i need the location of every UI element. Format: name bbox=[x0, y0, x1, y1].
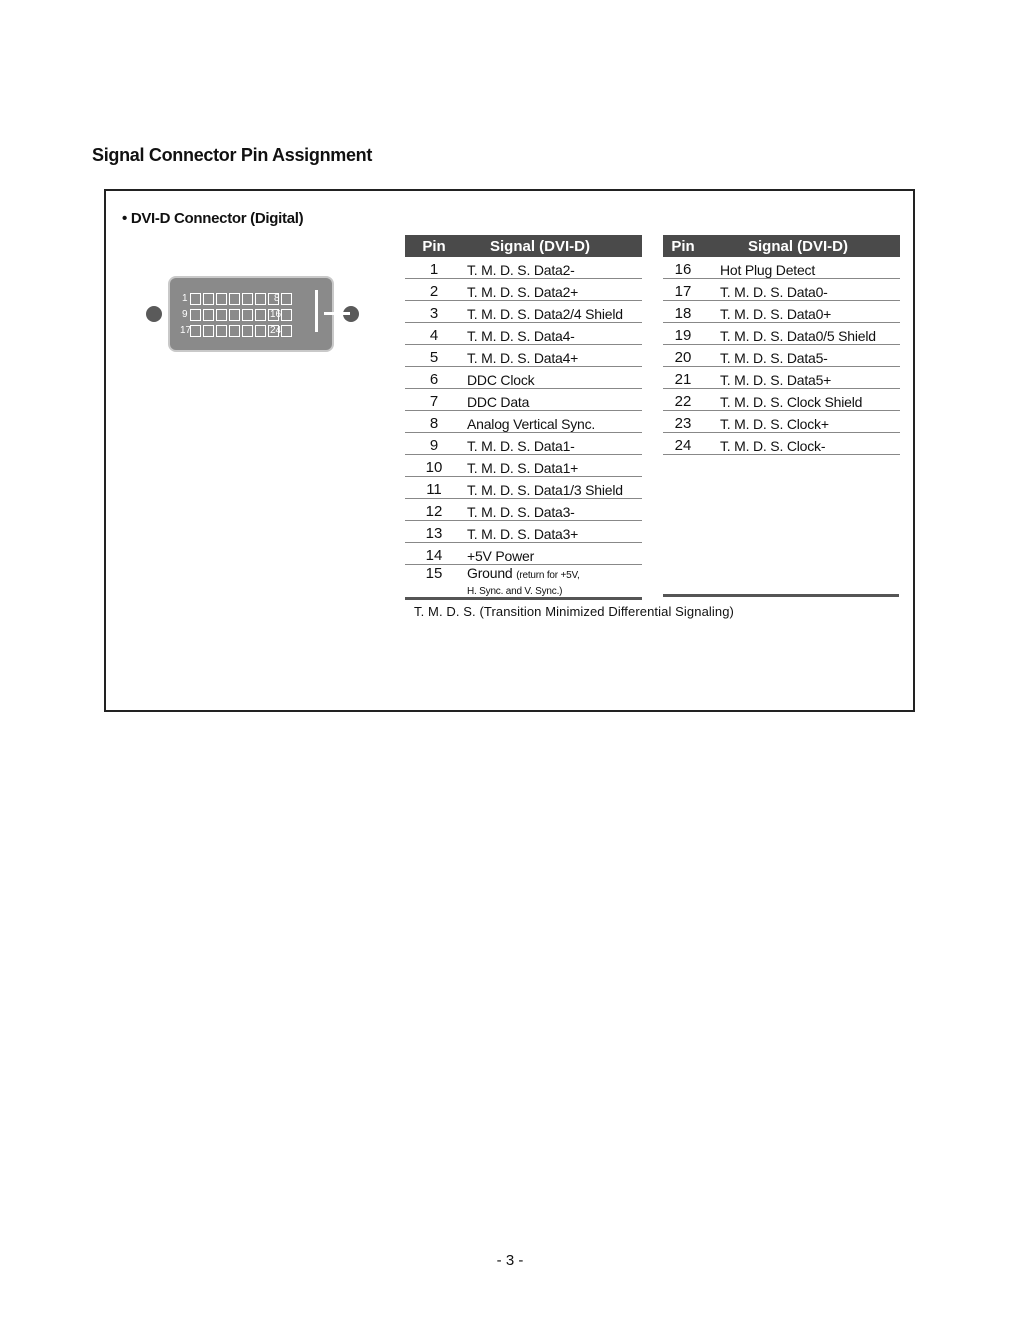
pin-number: 23 bbox=[663, 411, 703, 433]
pin-label-16: 16 bbox=[270, 309, 282, 320]
pin-label-8: 8 bbox=[274, 293, 280, 304]
table-row bbox=[663, 389, 900, 411]
table-row bbox=[405, 433, 642, 455]
signal-cell bbox=[463, 565, 642, 599]
signal-name: DDC Clock bbox=[463, 367, 642, 389]
connector-pin-cell bbox=[216, 293, 227, 305]
signal-name: T. M. D. S. Data1/3 Shield bbox=[463, 477, 642, 499]
page-number: - 3 - bbox=[496, 1252, 524, 1269]
signal-note-line-2: H. Sync. and V. Sync.) bbox=[467, 586, 563, 597]
signal-name: T. M. D. S. Data4+ bbox=[463, 345, 642, 367]
signal-name: T. M. D. S. Data5+ bbox=[703, 367, 900, 389]
pin-number: 21 bbox=[663, 367, 703, 389]
table-row bbox=[405, 499, 642, 521]
right-table-bottom-rule bbox=[663, 594, 899, 597]
table-row bbox=[405, 279, 642, 301]
signal-name: T. M. D. S. Data5- bbox=[703, 345, 900, 367]
pin-number: 3 bbox=[405, 301, 463, 323]
table-row bbox=[405, 543, 642, 565]
pin-number: 12 bbox=[405, 499, 463, 521]
header-signal: Signal (DVI-D) bbox=[703, 235, 900, 257]
signal-name: T. M. D. S. Data0- bbox=[703, 279, 900, 301]
signal-name: T. M. D. S. Data2+ bbox=[463, 279, 642, 301]
signal-name: T. M. D. S. Data3+ bbox=[463, 521, 642, 543]
pin-number: 13 bbox=[405, 521, 463, 543]
connector-pin-cell bbox=[229, 293, 240, 305]
signal-name: T. M. D. S. Data3- bbox=[463, 499, 642, 521]
signal-name: T. M. D. S. Clock+ bbox=[703, 411, 900, 433]
connector-pin-cell bbox=[242, 293, 253, 305]
signal-name: Hot Plug Detect bbox=[703, 257, 900, 279]
connector-pin-cell bbox=[229, 325, 240, 337]
signal-name: T. M. D. S. Data0+ bbox=[703, 301, 900, 323]
left-screw-icon bbox=[146, 306, 162, 322]
signal-name: T. M. D. S. Clock Shield bbox=[703, 389, 900, 411]
connector-pin-cell bbox=[255, 309, 266, 321]
connector-pin-cell bbox=[190, 293, 201, 305]
signal-name: T. M. D. S. Data1+ bbox=[463, 455, 642, 477]
table-row bbox=[663, 323, 900, 345]
connector-pin-cell bbox=[190, 309, 201, 321]
connector-pin-cell bbox=[216, 309, 227, 321]
connector-pin-cell bbox=[216, 325, 227, 337]
connector-pin-cell bbox=[268, 293, 279, 305]
table-row bbox=[663, 279, 900, 301]
signal-note-line-1: (return for +5V, bbox=[516, 570, 580, 581]
connector-pin-cell bbox=[242, 325, 253, 337]
connector-pin-cell bbox=[281, 325, 292, 337]
section-title: • DVI-D Connector (Digital) bbox=[122, 210, 304, 227]
connector-pin-cell bbox=[190, 325, 201, 337]
pin-number: 22 bbox=[663, 389, 703, 411]
pin-number: 7 bbox=[405, 389, 463, 411]
table-row bbox=[405, 389, 642, 411]
table-row bbox=[663, 433, 900, 455]
page-title: Signal Connector Pin Assignment bbox=[92, 145, 373, 165]
footnote: T. M. D. S. (Transition Minimized Differential Signaling) bbox=[414, 604, 734, 619]
pin-label-1: 1 bbox=[182, 293, 188, 304]
signal-name: T. M. D. S. Data2- bbox=[463, 257, 642, 279]
table-row bbox=[405, 323, 642, 345]
pin-number: 18 bbox=[663, 301, 703, 323]
pin-number: 19 bbox=[663, 323, 703, 345]
table-row bbox=[405, 301, 642, 323]
pin-number: 11 bbox=[405, 477, 463, 499]
connector-pin-cell bbox=[203, 325, 214, 337]
table-row bbox=[405, 521, 642, 543]
table-row bbox=[405, 345, 642, 367]
table-row bbox=[405, 455, 642, 477]
pin-label-17: 17 bbox=[180, 325, 192, 336]
connector-pin-cell bbox=[242, 309, 253, 321]
signal-name: Analog Vertical Sync. bbox=[463, 411, 642, 433]
connector-pin-cell bbox=[268, 325, 282, 337]
connector-body bbox=[170, 278, 332, 350]
pin-number: 8 bbox=[405, 411, 463, 433]
connector-pin-cell bbox=[229, 309, 240, 321]
table-row bbox=[663, 367, 900, 389]
connector-pin-cell bbox=[203, 309, 214, 321]
dvi-connector-diagram bbox=[140, 276, 370, 352]
signal-name: Ground bbox=[467, 565, 513, 581]
table-row bbox=[405, 565, 642, 599]
header-signal: Signal (DVI-D) bbox=[463, 235, 642, 257]
table-row bbox=[663, 345, 900, 367]
table-row bbox=[405, 411, 642, 433]
pin-number: 10 bbox=[405, 455, 463, 477]
connector-pin-cell bbox=[268, 309, 282, 321]
pin-table-left bbox=[405, 235, 642, 600]
pin-number: 20 bbox=[663, 345, 703, 367]
connector-pin-cell bbox=[255, 293, 266, 305]
connector-pin-cell bbox=[281, 293, 292, 305]
signal-name: DDC Data bbox=[463, 389, 642, 411]
pin-label-24: 24 bbox=[270, 325, 282, 336]
connector-slot-vertical bbox=[315, 290, 318, 332]
table-row bbox=[663, 301, 900, 323]
signal-name: T. M. D. S. Data0/5 Shield bbox=[703, 323, 900, 345]
signal-name: T. M. D. S. Data4- bbox=[463, 323, 642, 345]
pin-label-9: 9 bbox=[182, 309, 188, 320]
pin-number: 4 bbox=[405, 323, 463, 345]
pin-number: 24 bbox=[663, 433, 703, 455]
header-pin: Pin bbox=[663, 235, 703, 257]
pin-number: 2 bbox=[405, 279, 463, 301]
pin-number: 5 bbox=[405, 345, 463, 367]
signal-name: +5V Power bbox=[463, 543, 642, 565]
table-row bbox=[405, 367, 642, 389]
connector-blade bbox=[324, 312, 350, 315]
pin-number: 15 bbox=[405, 565, 463, 599]
connector-pin-cell bbox=[203, 293, 214, 305]
pin-number: 17 bbox=[663, 279, 703, 301]
signal-name: T. M. D. S. Data2/4 Shield bbox=[463, 301, 642, 323]
pin-number: 6 bbox=[405, 367, 463, 389]
signal-name: T. M. D. S. Clock- bbox=[703, 433, 900, 455]
pin-number: 14 bbox=[405, 543, 463, 565]
table-row bbox=[663, 257, 900, 279]
header-pin: Pin bbox=[405, 235, 463, 257]
table-row bbox=[663, 411, 900, 433]
pin-number: 1 bbox=[405, 257, 463, 279]
connector-pin-cell bbox=[281, 309, 292, 321]
table-row bbox=[405, 257, 642, 279]
connector-pin-cell bbox=[255, 325, 266, 337]
pin-number: 9 bbox=[405, 433, 463, 455]
table-row bbox=[405, 477, 642, 499]
signal-name: T. M. D. S. Data1- bbox=[463, 433, 642, 455]
pin-number: 16 bbox=[663, 257, 703, 279]
pin-table-right bbox=[663, 235, 900, 455]
